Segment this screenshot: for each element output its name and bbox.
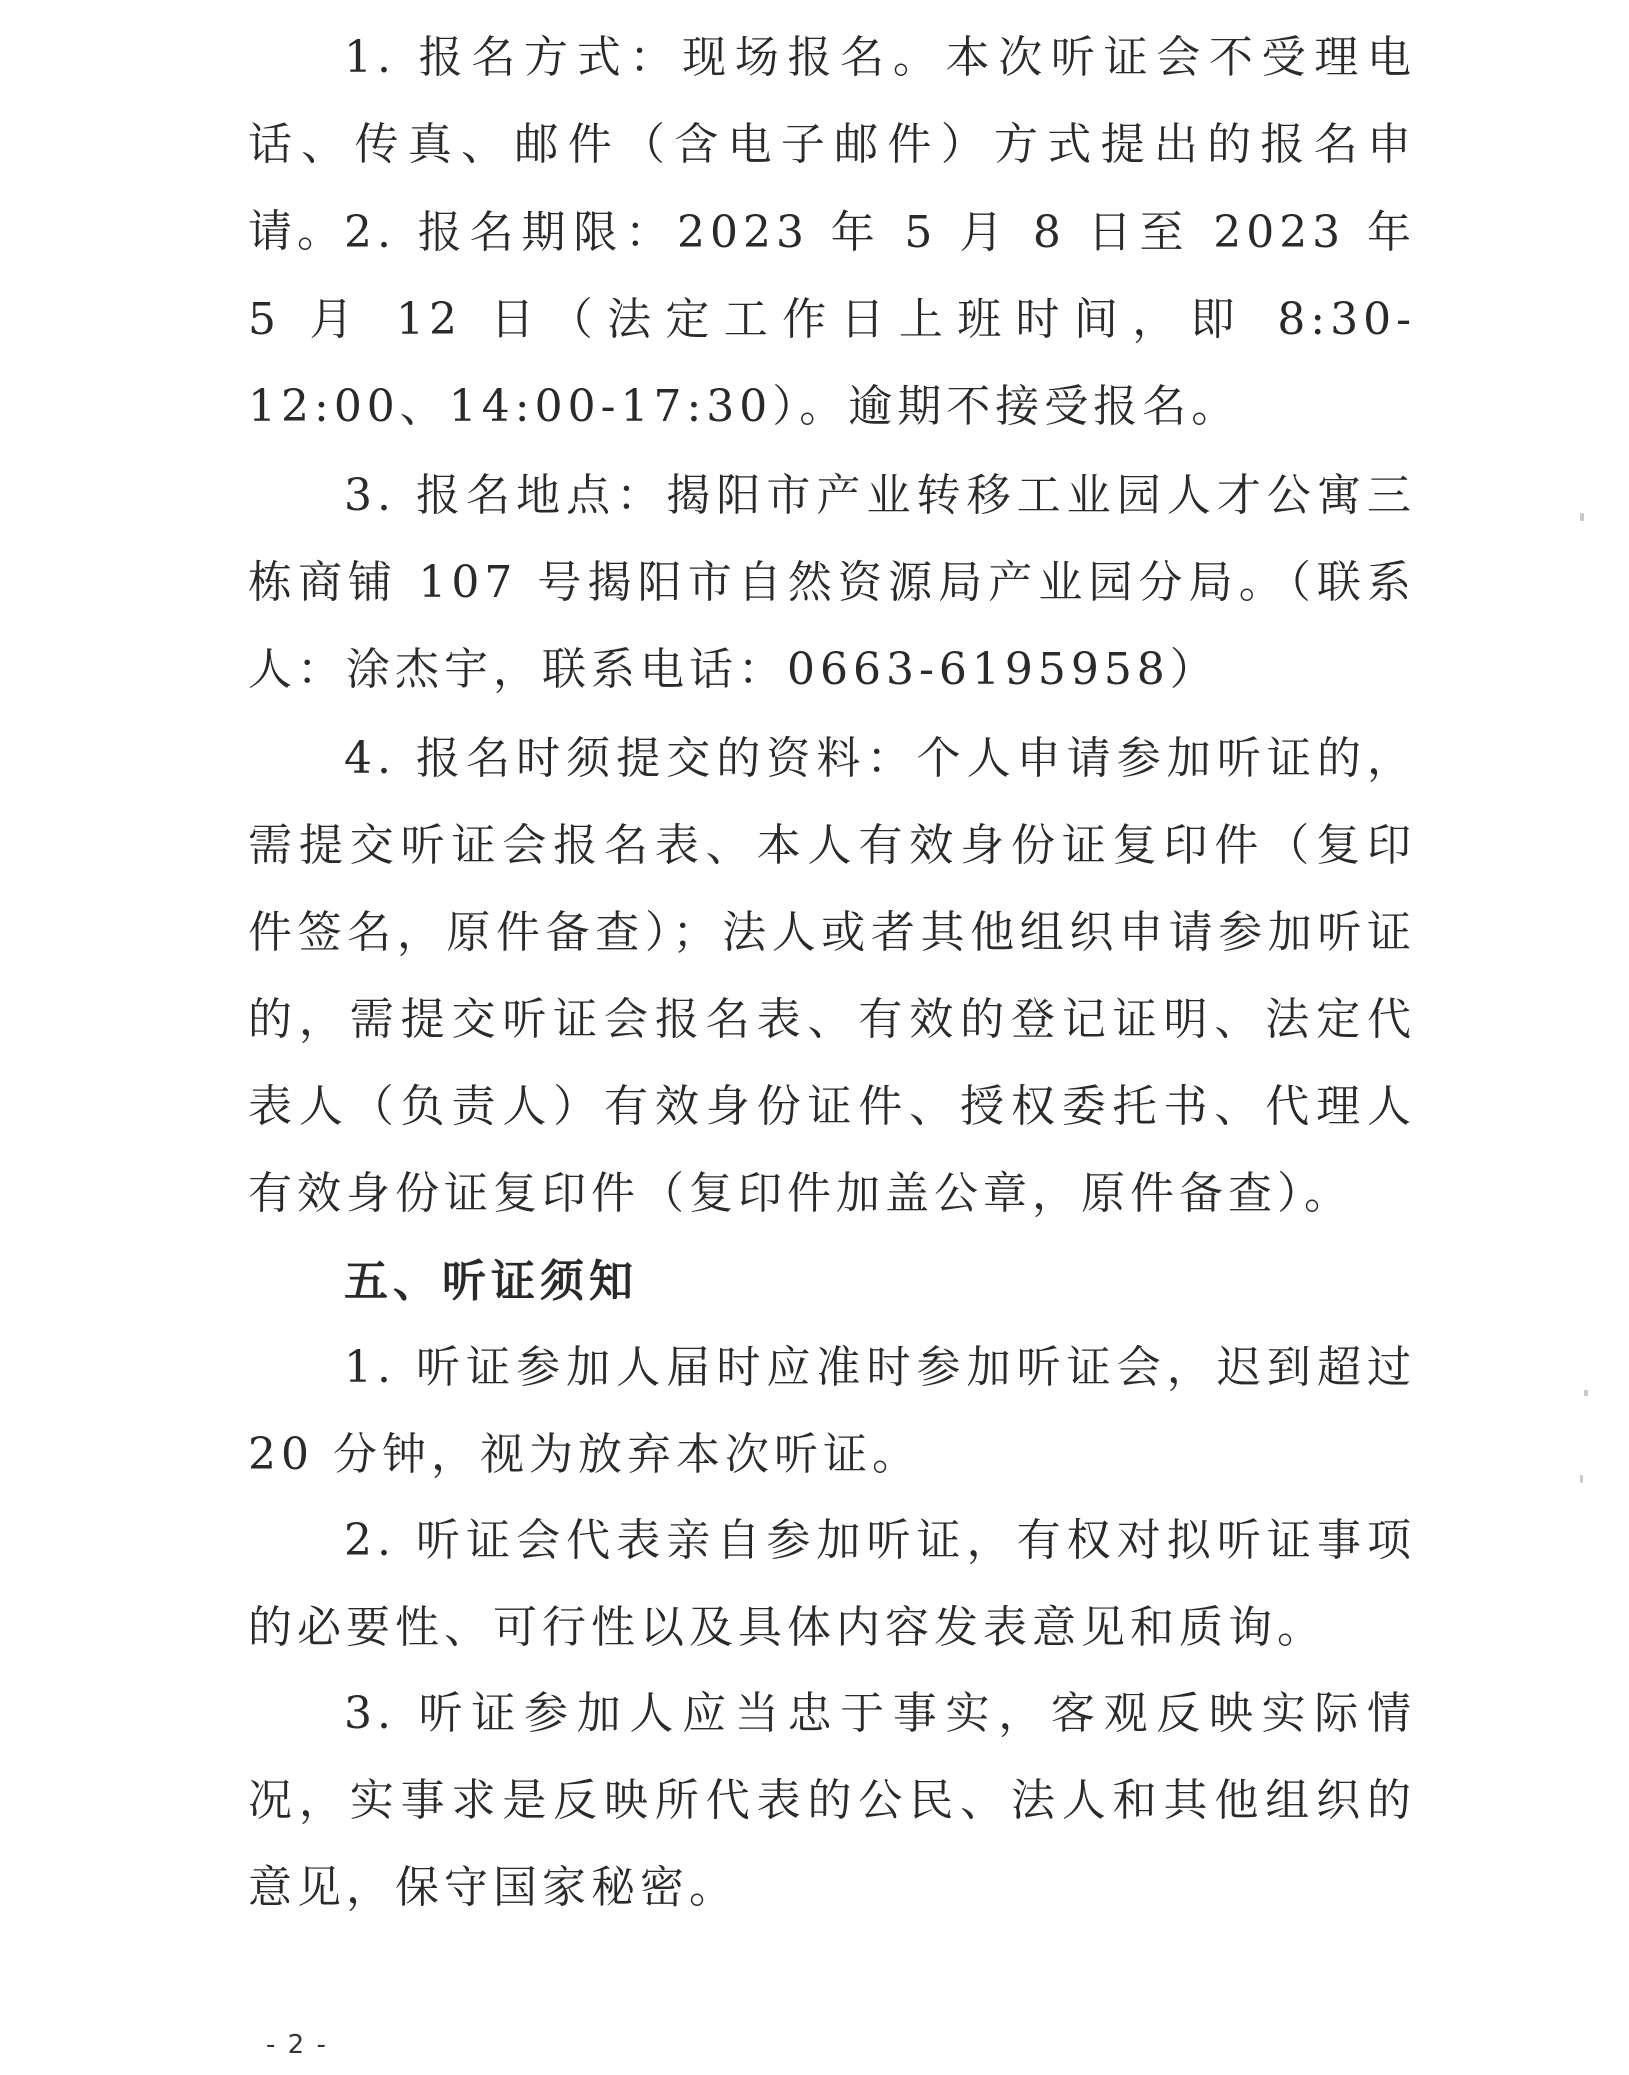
paragraph-registration-method: 1. 报名方式：现场报名。本次听证会不受理电话、传真、邮件（含电子邮件）方式提出的报名申请。 <box>248 32 1416 257</box>
notice-item-3: 3. 听证参加人应当忠于事实，客观反映实际情况，实事求是反映所代表的公民、法人和其他组织的意见，保守国家秘密。 <box>248 1688 1416 1913</box>
notice-item-1: 1. 听证参加人届时应准时参加听证会，迟到超过 20 分钟，视为放弃本次听证。 <box>248 1342 1416 1480</box>
scan-mark <box>1580 513 1584 521</box>
page-number: - 2 - <box>266 2030 328 2060</box>
section-heading: 五、听证须知 <box>344 1256 638 1307</box>
paragraph-registration-location: 3. 报名地点：揭阳市产业转移工业园人才公寓三栋商铺 107 号揭阳市自然资源局产业园分局。（联系人：涂杰宇，联系电话：0663-6195958） <box>248 470 1416 695</box>
scan-mark <box>1580 1475 1583 1483</box>
notice-item-2: 2. 听证会代表亲自参加听证，有权对拟听证事项的必要性、可行性以及具体内容发表意见和质询。 <box>248 1515 1416 1653</box>
paragraph-registration-period: 2. 报名期限：2023 年 5 月 8 日至 2023 年 5 月 12 日（法定工作日上班时间，即 8:30-12:00、14:00-17:30）。逾期不接受报名。 <box>248 207 1416 432</box>
paragraph-required-materials: 4. 报名时须提交的资料：个人申请参加听证的，需提交听证会报名表、本人有效身份证复印件（复印件签名，原件备查）；法人或者其他组织申请参加听证的，需提交听证会报名表、有效的登记证明、法定代表人（负责人）有效身份证件、授权委托书、代理人有效身份证复印件（复印件加盖公章，原件备查）。 <box>248 733 1416 1219</box>
scan-mark <box>1584 1390 1588 1396</box>
